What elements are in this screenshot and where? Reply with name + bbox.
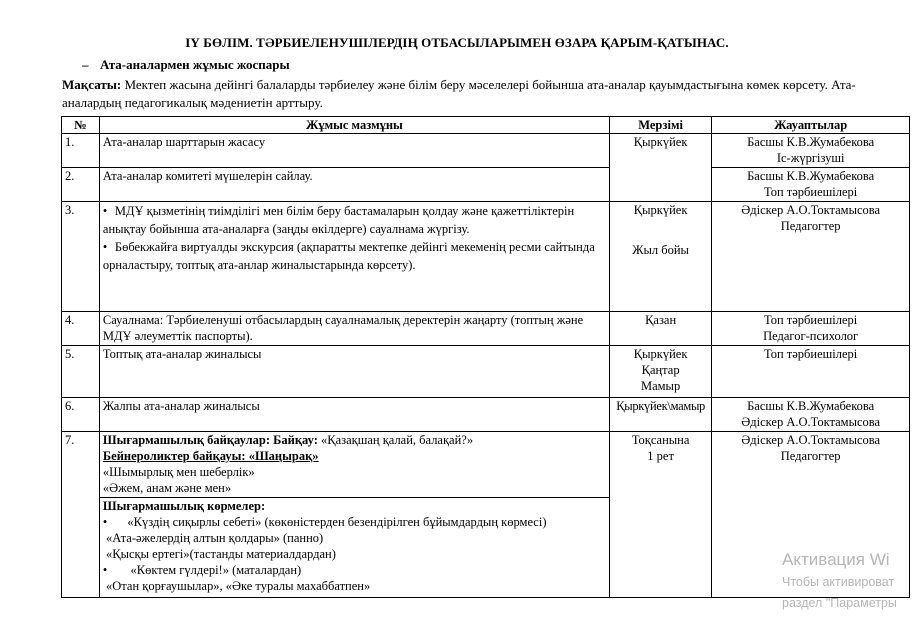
observation-label: Шығармашылық байқаулар: Байқау: xyxy=(102,433,318,447)
table-row xyxy=(62,134,910,168)
video-contest-line xyxy=(103,448,606,464)
row-number: 7. xyxy=(62,432,100,598)
row-work: Жалпы ата-аналар жиналысы xyxy=(99,398,609,432)
exhibition-item: «Отан қорғаушылар», «Әке туралы махаббатпен» xyxy=(106,579,371,593)
aim-text: Мектеп жасына дейінгі балаларды тәрбиелеу және білім беру мәселелері бойынша ата-аналар қауымдастығына көмек көрсету. Ата-аналардың педагогикалық мәдениетін арттыру. xyxy=(62,77,856,110)
table-row xyxy=(62,432,910,498)
windows-activation-watermark xyxy=(782,548,897,614)
table-row xyxy=(62,346,910,398)
subheading-dash: – xyxy=(82,57,89,72)
row-number: 5. xyxy=(62,346,100,398)
row-number: 3. xyxy=(62,202,100,312)
row-responsible xyxy=(712,134,910,168)
term-line: Қаңтар xyxy=(641,363,680,377)
subheading xyxy=(82,56,290,73)
row-work xyxy=(99,202,609,312)
row-responsible xyxy=(712,168,910,202)
table-row xyxy=(62,168,910,202)
responsible-line: Басшы К.В.Жумабекова xyxy=(747,135,875,149)
row-term: Қыркүйек\мамыр xyxy=(609,398,711,432)
responsible-line: Педагог-психолог xyxy=(763,329,859,343)
list-item xyxy=(103,202,606,238)
term-line: 1 рет xyxy=(647,449,674,463)
term-line: Тоқсанына xyxy=(631,433,690,447)
bullet-icon: • xyxy=(102,563,108,577)
row-term: Қыркүйек xyxy=(609,134,711,202)
term-line: Мамыр xyxy=(640,379,681,393)
bullet-icon: • xyxy=(102,204,108,218)
header-term: Мерзімі xyxy=(609,117,711,134)
aim-label: Мақсаты: xyxy=(62,77,122,92)
parent-work-plan-table xyxy=(61,116,910,598)
term-line: Жыл бойы xyxy=(632,243,689,257)
watermark-title: Активация Wi xyxy=(782,550,890,569)
list-item xyxy=(103,238,606,274)
header-number: № xyxy=(62,117,100,134)
watermark-line: Чтобы активироват xyxy=(782,575,895,589)
row-responsible xyxy=(712,398,910,432)
term-line: Қыркүйек xyxy=(633,203,688,217)
row-number: 1. xyxy=(62,134,100,168)
responsible-line: Басшы К.В.Жумабекова xyxy=(747,169,875,183)
observation-text: «Қазақшаң қалай, балақай?» xyxy=(317,433,474,447)
term-line: Қыркүйек xyxy=(633,347,688,361)
row-number: 6. xyxy=(62,398,100,432)
row-responsible: Топ тәрбиешілері xyxy=(712,346,910,398)
responsible-line: Топ тәрбиешілері xyxy=(764,185,858,199)
row-term xyxy=(609,202,711,312)
responsible-line: Әдіскер А.О.Токтамысова xyxy=(741,203,881,217)
responsible-line: Іс-жүргізуші xyxy=(776,151,845,165)
responsible-line: Әдіскер А.О.Токтамысова xyxy=(741,415,881,429)
responsible-line: Педагогтер xyxy=(780,219,841,233)
table-row xyxy=(62,312,910,346)
table-row xyxy=(62,398,910,432)
responsible-line: Әдіскер А.О.Токтамысова xyxy=(741,433,881,447)
bullet-icon: • xyxy=(102,240,108,254)
exhibition-item: • «Күздің сиқырлы себеті» (көкөністерден безендірілген бұйымдардың көрмесі) xyxy=(102,515,547,529)
row-responsible xyxy=(712,312,910,346)
row-term: Қазан xyxy=(609,312,711,346)
list-item-text: Бөбекжайға виртуалды экскурсия (ақпаратты мектепке дейінгі мекеменің ресми сайтында орналастыру, топтық ата-анлар жиналыстарында көрсету). xyxy=(102,240,595,272)
observation-line xyxy=(103,432,606,448)
responsible-line: Басшы К.В.Жумабекова xyxy=(747,399,875,413)
header-work-content: Жұмыс мазмұны xyxy=(99,117,609,134)
row-work: Топтық ата-аналар жиналысы xyxy=(99,346,609,398)
row-term xyxy=(609,346,711,398)
aim-paragraph xyxy=(62,76,902,112)
subheading-text: Ата-аналармен жұмыс жоспары xyxy=(100,57,290,72)
header-responsible: Жауаптылар xyxy=(712,117,910,134)
row-number: 4. xyxy=(62,312,100,346)
video-contest-label: Бейнероликтер байқауы: «Шаңырақ» xyxy=(102,449,319,463)
exhibition-item: «Ата-әжелердің алтын қолдары» (панно) xyxy=(106,531,324,545)
watermark-line: раздел "Параметры xyxy=(782,596,897,610)
table-row xyxy=(62,202,910,312)
row-work: Сауалнама: Тәрбиеленуші отбасылардың сауалнамалық деректерін жаңарту (топтың және МДҰ әлеуметтік паспорты). xyxy=(99,312,609,346)
row-work: Ата-аналар комитеті мүшелерін сайлау. xyxy=(99,168,609,202)
list-item-text: МДҰ қызметінің тиімділігі мен білім беру бастамаларын қолдау және қажеттіліктерін анықтау бойынша ата-аналарға (заңды өкілдерге) сауалнама жүргізу. xyxy=(102,204,575,236)
video-item: «Шымырлық мен шеберлік» xyxy=(102,465,255,479)
exhibition-item: «Қысқы ертегі»(тастанды материалдардан) xyxy=(106,547,336,561)
bullet-icon: • xyxy=(102,515,108,529)
table-header-row xyxy=(62,117,910,134)
row-work xyxy=(99,498,609,598)
exhibition-item: • «Көктем гүлдері!» (маталардан) xyxy=(102,563,302,577)
exhibitions-label: Шығармашылық көрмелер: xyxy=(102,499,266,513)
responsible-line: Топ тәрбиешілері xyxy=(764,313,858,327)
row-term xyxy=(609,432,711,598)
responsible-line: Педагогтер xyxy=(780,449,841,463)
row-work: Ата-аналар шарттарын жасасу xyxy=(99,134,609,168)
row-number: 2. xyxy=(62,168,100,202)
row-responsible xyxy=(712,202,910,312)
section-title: IҮ БӨЛІМ. ТӘРБИЕЛЕНУШІЛЕРДІҢ ОТБАСЫЛАРЫМЕН ӨЗАРА ҚАРЫМ-ҚАТЫНАС. xyxy=(185,35,729,50)
row-work xyxy=(99,432,609,498)
video-item: «Әжем, анам және мен» xyxy=(102,481,232,495)
